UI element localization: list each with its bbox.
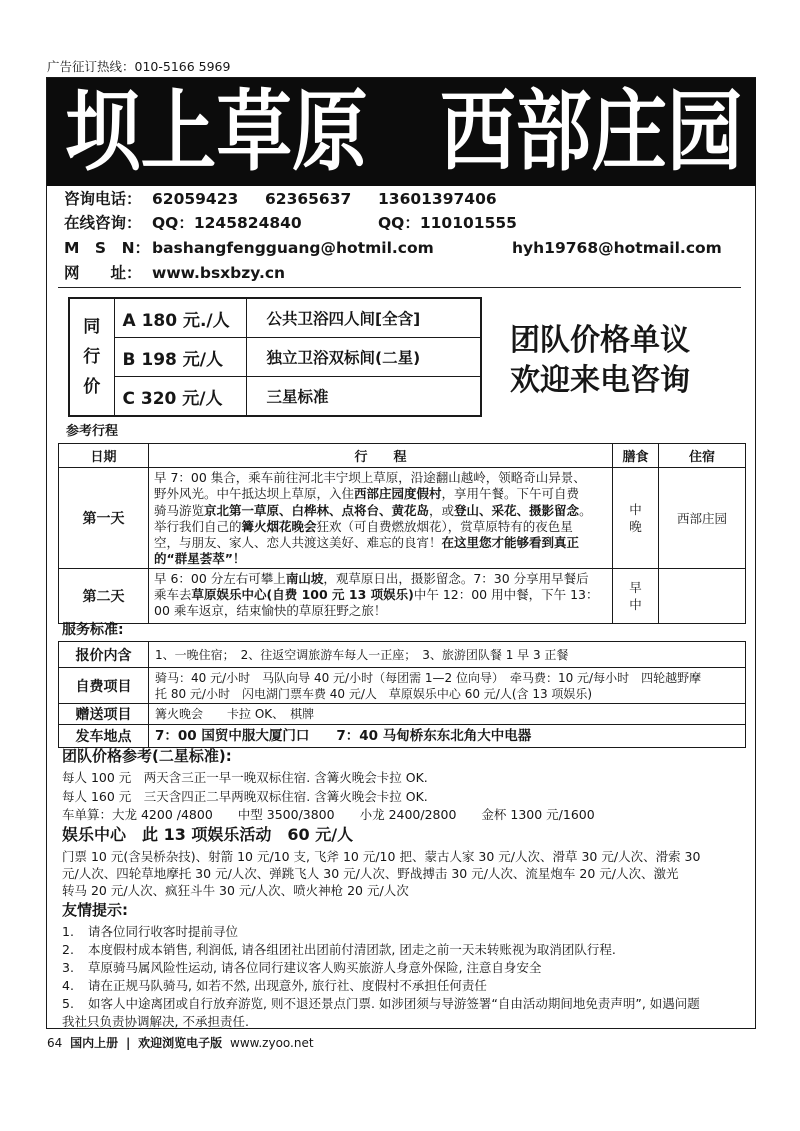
service-row (59, 642, 746, 668)
route-text: 举行我们自己的 (154, 518, 242, 534)
tip-text: 如客人中途离团或自行放弃游览, 则不退还景点门票. 如涉团须与导游签署“自由活动期间地免责声明”, 如遇问题 (88, 995, 700, 1011)
column-header-stay: 住宿 (659, 444, 746, 468)
footer-promo: 欢迎浏览电子版 (138, 1036, 223, 1050)
service-content (149, 725, 746, 748)
route-line (154, 535, 607, 551)
service-title: 服务标准: (62, 622, 124, 638)
tip-number: 1. (62, 924, 74, 939)
ad-hotline: 广告征订热线：010-5166 5969 (47, 59, 231, 74)
route-text-highlight: 草原娱乐中心(自费 100 元 13 项娱乐) (191, 587, 414, 603)
route-text-highlight: 西部庄园度假村 (354, 486, 442, 502)
service-row (59, 668, 746, 704)
itinerary-header-row (59, 444, 746, 468)
route-line (154, 470, 607, 486)
contact-qq-value: QQ：1245824840 (152, 214, 302, 232)
route-text: 乘车去 (154, 587, 192, 603)
route-text: 早 7：00 集合，乘车前往河北丰宁坝上草原，沿途翻山越岭，领略奇山异景、 (154, 470, 586, 485)
route-line (154, 587, 607, 603)
group-price-line: 每人 160 元 三天含四正二早两晚双标住宿. 含篝火晚会卡拉 OK. (62, 788, 428, 804)
peer-price-value: A 180 元./人 (114, 298, 246, 338)
route-text-highlight: 南山坡 (285, 570, 324, 586)
route-line (154, 503, 607, 519)
peer-price-row (69, 338, 481, 377)
footer-separator: | (125, 1036, 131, 1050)
meal-item: 早 (629, 579, 642, 595)
page-number: 64 (47, 1036, 63, 1050)
route-text-highlight: 登山、采花、摄影留念 (454, 502, 580, 518)
tip-number: 2. (62, 941, 74, 957)
peer-price-room: 三星标准 (246, 377, 481, 417)
peer-price-room: 独立卫浴双标间(二星) (246, 338, 481, 377)
peer-price-room: 公共卫浴四人间[全含] (246, 298, 481, 338)
route-text-highlight: 在这里您才能够看到真正 (441, 535, 580, 551)
tip-item (62, 959, 700, 977)
column-header-meals: 膳食 (613, 444, 659, 468)
group-price-line: 车单算：大龙 4200 /4800 中型 3500/3800 小龙 2400/2800 金杯 1300 元/1600 (62, 807, 595, 822)
service-label: 赠送项目 (59, 704, 149, 725)
route-text: 。 (579, 502, 592, 518)
column-header-route: 行 程 (149, 444, 613, 468)
route-text-highlight: 的“群星荟萃”！ (154, 551, 246, 567)
route-line (154, 571, 607, 587)
group-price-title: 团队价格参考(二星标准): (62, 747, 232, 765)
tip-continuation: 我社只负责协调解决, 不承担责任. (62, 1013, 249, 1029)
route-text: 空，与朋友、家人、恋人共渡这美好、难忘的良宵！ (154, 535, 442, 551)
column-header-date: 日期 (59, 444, 149, 468)
itinerary-route (149, 468, 613, 569)
tip-text: 请各位同行收客时提前寻位 (88, 924, 239, 939)
section-divider (58, 287, 741, 288)
service-label: 自费项目 (59, 668, 149, 704)
contact-phone-value: 62365637 (265, 190, 352, 208)
tip-number: 5. (62, 995, 74, 1011)
group-price-list (62, 769, 595, 825)
tip-number: 4. (62, 977, 74, 993)
peer-price-row (69, 298, 481, 338)
route-text: 早 6：00 分左右可攀上 (154, 570, 286, 586)
group-price-line: 每人 100 元 两天含三正一早一晚双标住宿. 含篝火晚会卡拉 OK. (62, 770, 428, 785)
service-row (59, 725, 746, 748)
meal-item: 中 (629, 501, 642, 517)
tip-item (62, 923, 700, 941)
service-content (149, 668, 746, 704)
entertainment-list (62, 848, 700, 899)
footer-url: www.zyoo.net (230, 1036, 314, 1050)
route-text-highlight: 篝火烟花晚会 (241, 518, 317, 534)
peer-price-label (69, 298, 114, 416)
contact-phone-label: 咨询电话： (64, 190, 142, 208)
route-line (154, 486, 607, 502)
itinerary-row (59, 568, 746, 623)
contact-msn-label: M S N： (64, 239, 151, 257)
itinerary-table (58, 443, 746, 624)
route-text: ，享用午餐。下午可自费 (441, 486, 580, 502)
peer-price-table (68, 297, 482, 417)
service-label: 报价内含 (59, 642, 149, 668)
contact-msn-value: hyh19768@hotmail.com (512, 239, 722, 257)
tips-list (62, 923, 700, 1030)
itinerary-meals (613, 468, 659, 569)
tip-item (62, 995, 700, 1013)
route-text: 00 乘车返京，结束愉快的草原狂野之旅！ (154, 603, 387, 619)
tip-number: 3. (62, 959, 74, 975)
service-content (149, 704, 746, 725)
service-content (149, 642, 746, 668)
peer-price-value: B 198 元/人 (114, 338, 246, 377)
service-line: 骑马：40 元/小时 马队向导 40 元/小时（每团需 1—2 位向导） 牵马费：10 元/每小时 四轮越野摩 (155, 670, 702, 685)
entertainment-title: 娱乐中心 此 13 项娱乐活动 60 元/人 (62, 825, 354, 844)
service-line: 1、一晚住宿； 2、往返空调旅游车每人一正座； 3、旅游团队餐 1 早 3 正餐 (155, 647, 569, 662)
itinerary-title: 参考行程 (66, 424, 119, 439)
itinerary-day: 第一天 (59, 468, 149, 569)
peer-price-value: C 320 元/人 (114, 377, 246, 417)
service-row (59, 704, 746, 725)
route-text-highlight: 京北第一草原、白桦林、点将台、黄花岛 (204, 502, 430, 518)
promo-line: 团队价格单议 (510, 323, 690, 358)
contact-web-value: www.bsxbzy.cn (152, 264, 286, 282)
itinerary-meals (613, 568, 659, 623)
meal-item: 中 (629, 596, 642, 612)
itinerary-stay (659, 568, 746, 623)
header-banner (47, 78, 756, 186)
contact-qq-value: QQ：110101555 (378, 214, 517, 232)
itinerary-row (59, 468, 746, 569)
route-text: 骑马游览 (154, 502, 205, 518)
service-label: 发车地点 (59, 725, 149, 748)
entertainment-line: 门票 10 元(含吴桥杂技)、射箭 10 元/10 支, 飞斧 10 元/10 把、蒙古人家 30 元/人次、滑草 30 元/人次、滑索 30 (62, 849, 701, 864)
contact-phone-value: 62059423 (152, 190, 239, 208)
route-line (154, 519, 607, 535)
route-text: ，观草原日出，摄影留念。7：30 分享用早餐后 (323, 570, 589, 586)
peer-price-label-char: 行 (83, 347, 101, 367)
peer-price-label-char: 价 (83, 377, 101, 397)
service-line: 托 80 元/小时 闪电湖门票车费 40 元/人 草原娱乐中心 60 元/人(含 13 项娱乐) (155, 686, 593, 701)
route-text: ，或 (429, 502, 455, 518)
tip-text: 请在正规马队骑马, 如若不然, 出现意外, 旅行社、度假村不承担任何责任 (88, 977, 487, 993)
route-text: 中午 12：00 用中餐，下午 13： (413, 587, 599, 603)
tip-item (62, 941, 700, 959)
tips-title: 友情提示: (62, 901, 128, 919)
meal-item: 晚 (629, 518, 642, 534)
service-table (58, 641, 746, 748)
page-footer (47, 1035, 318, 1051)
tip-text: 本度假村成本销售, 利润低, 请各组团社出团前付清团款, 团走之前一天未转账视为取消团队行程. (88, 941, 616, 957)
route-line (154, 603, 607, 619)
route-text: 狂欢（可自费燃放烟花），赏草原特有的夜色星 (316, 518, 573, 534)
entertainment-line: 元/人次、四轮草地摩托 30 元/人次、弹跳飞人 30 元/人次、野战搏击 30 元/人次、流星炮车 20 元/人次、激光 (62, 866, 679, 881)
itinerary-route (149, 568, 613, 623)
banner-title-left: 坝上草原 (65, 80, 368, 183)
banner-title-right: 西部庄园 (440, 80, 743, 183)
service-line: 篝火晚会 卡拉 OK、 棋牌 (155, 707, 315, 721)
promo-line: 欢迎来电咨询 (510, 363, 690, 398)
entertainment-line: 转马 20 元/人次、疯狂斗牛 30 元/人次、喷火神枪 20 元/人次 (62, 883, 409, 898)
tip-text: 草原骑马属风险性运动, 请各位同行建议客人购买旅游人身意外保险, 注意自身安全 (88, 959, 542, 975)
peer-price-label-char: 同 (83, 317, 101, 337)
contact-web-label: 网 址： (64, 264, 142, 282)
route-line (154, 551, 607, 567)
route-text: 野外风光。中午抵达坝上草原，入住 (154, 486, 355, 502)
contact-msn-value: bashangfengguang@hotmil.com (152, 239, 434, 257)
contact-online-label: 在线咨询： (64, 214, 142, 232)
footer-section: 国内上册 (70, 1036, 119, 1050)
tip-item (62, 977, 700, 995)
promo-slogan (510, 321, 690, 401)
itinerary-day: 第二天 (59, 568, 149, 623)
itinerary-stay: 西部庄园 (659, 468, 746, 569)
service-line: 7：00 国贸中服大厦门口 7：40 马甸桥东东北角大中电器 (155, 728, 532, 744)
contact-phone-value: 13601397406 (378, 190, 497, 208)
peer-price-row (69, 377, 481, 417)
